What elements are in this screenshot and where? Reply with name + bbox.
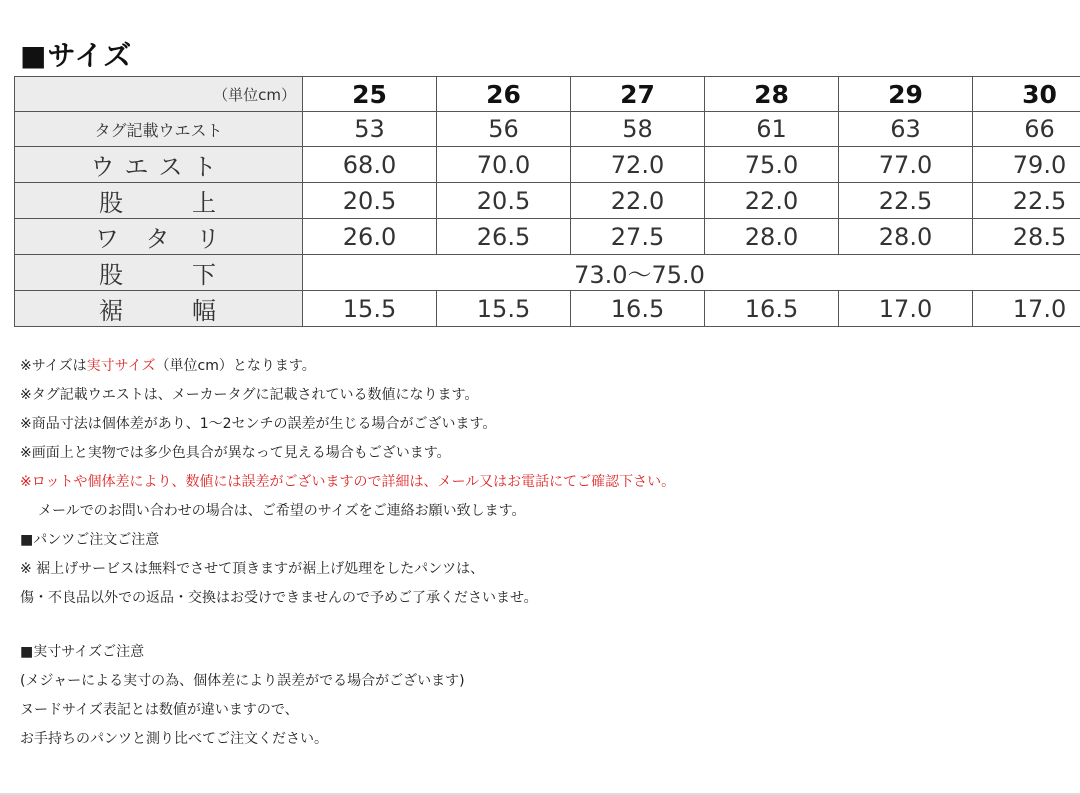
note-line: メールでのお問い合わせの場合は、ご希望のサイズをご連絡お願い致します。 [38,503,526,519]
table-cell: 28.5 [973,219,1080,255]
table-cell: 16.5 [705,291,839,327]
label-part: 股 [99,189,125,217]
table-row [15,255,1080,291]
table-cell: 58 [571,112,705,147]
table-cell: 27.5 [571,219,705,255]
table-cell: 22.0 [571,183,705,219]
note-line [20,352,1060,381]
table-row [15,147,1080,183]
note-text: （単位cm）となります。 [155,358,316,374]
note-highlight: 実寸サイズ [86,358,156,374]
table-cell: 20.5 [437,183,571,219]
row-label-hem-width [15,291,303,327]
label-part: リ [196,225,222,253]
table-cell: 22.5 [973,183,1080,219]
label-part: 上 [192,189,218,217]
note-line: ※タグ記載ウエストは、メーカータグに記載されている数値になります。 [20,387,479,403]
size-header: 28 [705,77,839,112]
table-cell: 70.0 [437,147,571,183]
notes-section [20,352,1060,754]
row-label-waist: ウエスト [15,147,303,183]
table-cell: 72.0 [571,147,705,183]
table-row [15,291,1080,327]
size-header: 27 [571,77,705,112]
note-line-warning: ※ロットや個体差により、数値には誤差がございますので詳細は、メール又はお電話にてご確認下さい。 [20,474,676,490]
table-cell: 56 [437,112,571,147]
size-header: 29 [839,77,973,112]
size-header: 25 [303,77,437,112]
table-header-row [15,77,1080,112]
row-label-inseam [15,255,303,291]
table-cell: 79.0 [973,147,1080,183]
note-heading: ■パンツご注文ご注意 [20,532,160,548]
row-label-tag-waist: タグ記載ウエスト [15,112,303,147]
label-part: 裾 [99,297,125,325]
unit-label: （単位cm） [15,77,303,112]
table-cell: 61 [705,112,839,147]
table-cell: 17.0 [839,291,973,327]
table-cell: 53 [303,112,437,147]
table-cell: 75.0 [705,147,839,183]
table-row [15,219,1080,255]
size-table [14,76,1080,327]
note-line: (メジャーによる実寸の為、個体差により誤差がでる場合がございます) [20,673,465,689]
size-header: 26 [437,77,571,112]
table-cell: 66 [973,112,1080,147]
table-cell: 63 [839,112,973,147]
table-row [15,183,1080,219]
note-line: ※画面上と実物では多少色具合が異なって見える場合もございます。 [20,445,451,461]
table-cell: 15.5 [437,291,571,327]
note-line: 傷・不良品以外での返品・交換はお受けできませんので予めご了承くださいませ。 [20,590,538,606]
spacer [20,613,1060,638]
table-cell: 68.0 [303,147,437,183]
note-line: ※商品寸法は個体差があり、1〜2センチの誤差が生じる場合がございます。 [20,416,497,432]
section-title: ■サイズ [20,39,133,72]
note-text: ※サイズは [20,358,87,374]
size-header: 30 [973,77,1080,112]
table-row [15,112,1080,147]
table-cell: 20.5 [303,183,437,219]
label-part: 幅 [192,297,218,325]
table-cell: 22.0 [705,183,839,219]
note-line: ヌードサイズ表記とは数値が違いますので、 [20,702,299,718]
table-cell: 77.0 [839,147,973,183]
label-part: ワ [95,225,121,253]
table-cell: 16.5 [571,291,705,327]
table-cell: 28.0 [839,219,973,255]
note-line: お手持ちのパンツと測り比べてご注文ください。 [20,731,328,747]
label-part: 下 [192,261,218,289]
table-cell: 26.5 [437,219,571,255]
table-cell: 17.0 [973,291,1080,327]
table-cell: 15.5 [303,291,437,327]
label-part: 股 [99,261,125,289]
label-part: タ [145,225,172,253]
table-cell: 28.0 [705,219,839,255]
row-label-thigh [15,219,303,255]
note-heading: ■実寸サイズご注意 [20,644,145,660]
table-cell: 26.0 [303,219,437,255]
row-label-rise [15,183,303,219]
table-cell: 22.5 [839,183,973,219]
note-line: ※ 裾上げサービスは無料でさせて頂きますが裾上げ処理をしたパンツは、 [20,561,485,577]
inseam-span-value: 73.0〜75.0 [303,255,1080,291]
